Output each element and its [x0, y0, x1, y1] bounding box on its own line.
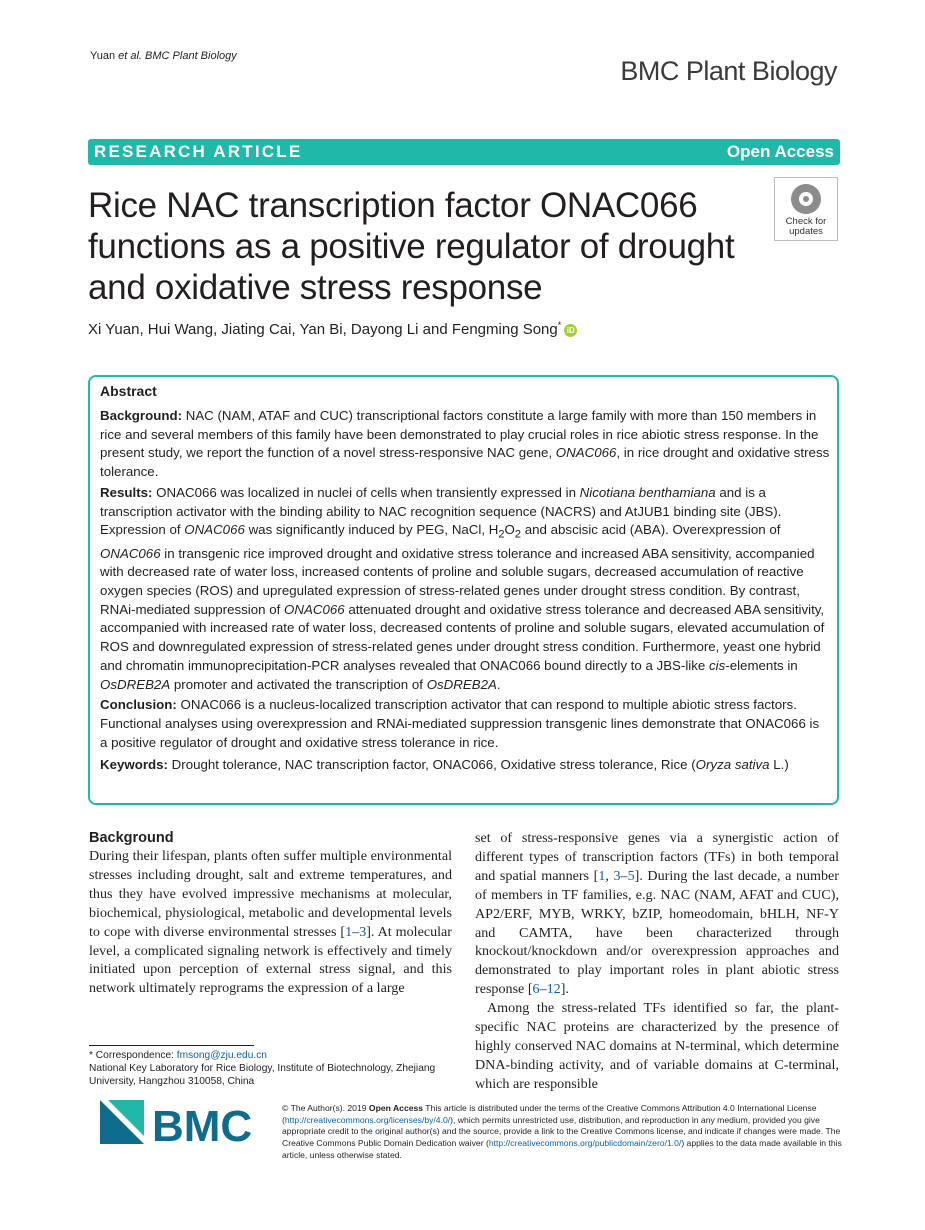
license-statement: [282, 1103, 842, 1162]
abstract-background: [100, 407, 830, 482]
results-text: promoter and activated the transcription of: [170, 676, 427, 692]
body-text: set of stress-responsive genes via a synergistic action of different types of transcription factors (TFs) in both temporal and spatial manners [: [475, 830, 839, 884]
article-type-label: RESEARCH ARTICLE: [94, 142, 303, 161]
check-for-updates-badge[interactable]: [774, 177, 838, 241]
author-list: [88, 320, 577, 338]
results-text: and abscisic acid (ABA). Overexpression of: [521, 522, 781, 538]
subscript: 2: [514, 528, 522, 541]
running-head-authors: Yuan: [90, 50, 119, 62]
footnote: [89, 1049, 459, 1088]
article-type-banner: [88, 139, 840, 165]
citation-link[interactable]: 3: [359, 923, 367, 940]
background-label: Background:: [100, 408, 183, 423]
author-names: Xi Yuan, Hui Wang, Jiating Cai, Yan Bi, Dayong Li and Fengming Song: [88, 321, 558, 338]
abstract-heading: Abstract: [100, 383, 157, 399]
results-text: .: [496, 676, 501, 692]
bmc-logo: [100, 1100, 262, 1148]
conclusion-label: Conclusion:: [100, 697, 177, 713]
background-text: , in rice drought and oxidative stress tolerance.: [100, 445, 830, 480]
results-text: -elements in: [725, 657, 798, 673]
citation-link[interactable]: 1: [345, 923, 353, 940]
separator: ,: [605, 867, 614, 884]
running-head: [90, 50, 237, 62]
citation-link[interactable]: 12: [546, 981, 561, 998]
correspondence-label: * Correspondence:: [89, 1050, 177, 1061]
section-heading-background: Background: [89, 830, 174, 846]
species-name: Nicotiana benthamiana: [579, 484, 716, 500]
keywords-text: L.): [769, 757, 789, 773]
results-label: Results:: [100, 484, 153, 500]
running-head-etal: et al.: [118, 50, 142, 62]
results-text: ONAC066 was localized in nuclei of cells when transiently expressed in: [152, 484, 580, 500]
open-access-label: Open Access: [726, 142, 834, 161]
dash: –: [539, 981, 547, 998]
body-column-left: [89, 829, 452, 998]
license-text: ) applies to the data made available in this article, unless otherwise stated.: [282, 1138, 842, 1160]
results-text: in transgenic rice improved drought and oxidative stress tolerance and increased ABA sensitivity, accompanied with decreased rate of water loss, increased contents of proline and soluble sugars, decreased accumulation of reactive oxygen species (ROS) and upregulated expression of stress-related genes under drought stress condition. By contrast, RNAi-mediated suppression of: [100, 545, 815, 617]
affiliation: National Key Laboratory for Rice Biology, Institute of Biotechnology, Zhejiang University, Hangzhou 310058, China: [89, 1063, 436, 1087]
body-text: ]. During the last decade, a number of members in TF families, e.g. NAC (NAM, AFAT and CUC), AP2/ERF, MYB, WRKY, bZIP, homeodomain, bHLH, NF-Y and CAMTA, have been characterized through knockout/knockdown and/or overexpression approaches and demonstrated to play important roles in plant abiotic stress response [: [475, 867, 839, 998]
check-updates-icon: [791, 184, 821, 214]
gene-name: ONAC066: [100, 545, 161, 561]
gene-name: OsDREB2A: [426, 676, 497, 692]
open-access-label: Open Access: [368, 1103, 424, 1113]
conclusion-text: ONAC066 is a nucleus-localized transcription activator that can respond to multiple abiotic stress factors. Functional analyses using overexpression and RNAi-mediated suppression transgenic lines demonstrate that ONAC066 is a positive regulator of drought and oxidative stress tolerance in rice.: [100, 697, 820, 750]
citation-link[interactable]: 6: [532, 981, 540, 998]
abstract-results: [100, 484, 830, 694]
cis-term: cis: [709, 657, 726, 673]
gene-name: ONAC066: [184, 522, 245, 538]
body-text: ]. At molecular level, a complicated signaling network is effectively and timely initiated upon perception of external stress signal, and this network ultimately reprograms the expression of a large: [89, 923, 452, 997]
license-text: © The Author(s). 2019: [282, 1103, 369, 1113]
corresponding-mark: *: [557, 320, 562, 330]
body-paragraph: Among the stress-related TFs identified so far, the plant-specific NAC proteins are characterized by the presence of highly conserved NAC domains at N-terminal, which determine DNA-binding activity, and of variable domains at C-terminal, which are responsible: [475, 1000, 839, 1092]
background-text: NAC (NAM, ATAF and CUC) transcriptional factors constitute a large family with more than 150 members in rice and several members of this family have been demonstrated to play crucial roles in rice abiotic stress response. In the present study, we report the function of a novel stress-responsive NAC gene,: [100, 408, 819, 461]
running-head-journal: BMC Plant Biology: [142, 50, 237, 62]
check-updates-line2: updates: [789, 226, 823, 237]
citation-link[interactable]: 3: [613, 867, 621, 884]
dash: –: [620, 867, 628, 884]
results-text: attenuated drought and oxidative stress tolerance and decreased ABA sensitivity, accompanied with increased rate of water loss, decreased contents of proline and soluble sugars, elevated accumulation of ROS and downregulated expression of stress-related genes under drought stress condition. Furthermore, yeast one hybrid and chromatin immunoprecipitation-PCR analyses revealed that ONAC066 bound directly to a JBS-like: [100, 601, 825, 673]
body-column-right: [475, 829, 839, 1094]
abstract-conclusion: [100, 696, 830, 752]
body-text: During their lifespan, plants often suffer multiple environmental stresses including drought, salt and extreme temperatures, and thus they have evolved impressive mechanisms at molecular, biochemical, physiological, metabolic and developmental levels to cope with diverse environmental stresses [: [89, 848, 452, 940]
correspondence-line: [89, 1049, 459, 1062]
subscript: 2: [498, 528, 505, 541]
check-updates-line1: Check for: [785, 216, 827, 227]
license-link[interactable]: http://creativecommons.org/licenses/by/4.0/: [284, 1114, 451, 1125]
license-text: ), which permits unrestricted use, distribution, and reproduction in any medium, provided you give appropriate credit to the original author(s) and the source, provide a link to the Creative Commons license, and indicate if changes were made. The Creative Commons Public Domain Dedication waiver (: [282, 1114, 841, 1149]
bmc-logo-text: BMC: [152, 1102, 253, 1148]
gene-name: ONAC066: [284, 601, 345, 617]
results-text: was significantly induced by PEG, NaCl, H: [244, 522, 499, 538]
species-name: Oryza sativa: [695, 757, 770, 773]
abstract: [100, 381, 830, 777]
waiver-link[interactable]: http://creativecommons.org/publicdomain/zero/1.0/: [488, 1138, 682, 1149]
gene-name: OsDREB2A: [100, 676, 171, 692]
journal-name: BMC Plant Biology: [620, 56, 837, 86]
abstract-keywords: [100, 756, 830, 775]
results-text: and is a transcription activator with the binding ability to NAC recognition sequence (NACRS) and AtJUB1 binding site (JBS). Expression of: [100, 484, 782, 538]
gene-name: ONAC066: [555, 445, 617, 461]
body-paragraph: [89, 847, 452, 998]
body-paragraph: [475, 829, 839, 999]
keywords-text: Drought tolerance, NAC transcription factor, ONAC066, Oxidative stress tolerance, Rice (: [167, 757, 696, 773]
results-text: O: [504, 522, 515, 538]
keywords-label: Keywords:: [100, 757, 168, 773]
orcid-icon[interactable]: iD: [564, 324, 577, 337]
correspondence-email-link[interactable]: fmsong@zju.edu.cn: [176, 1050, 267, 1061]
citation-link[interactable]: 5: [627, 867, 635, 884]
body-text: ].: [560, 981, 569, 998]
citation-link[interactable]: 1: [598, 867, 606, 884]
license-text: This article is distributed under the terms of the Creative Commons Attribution 4.0 International License (: [282, 1103, 817, 1125]
article-title: Rice NAC transcription factor ONAC066 functions as a positive regulator of drought and oxidative stress response: [88, 186, 735, 307]
dash: –: [352, 923, 360, 940]
footnote-divider: [89, 1045, 254, 1046]
